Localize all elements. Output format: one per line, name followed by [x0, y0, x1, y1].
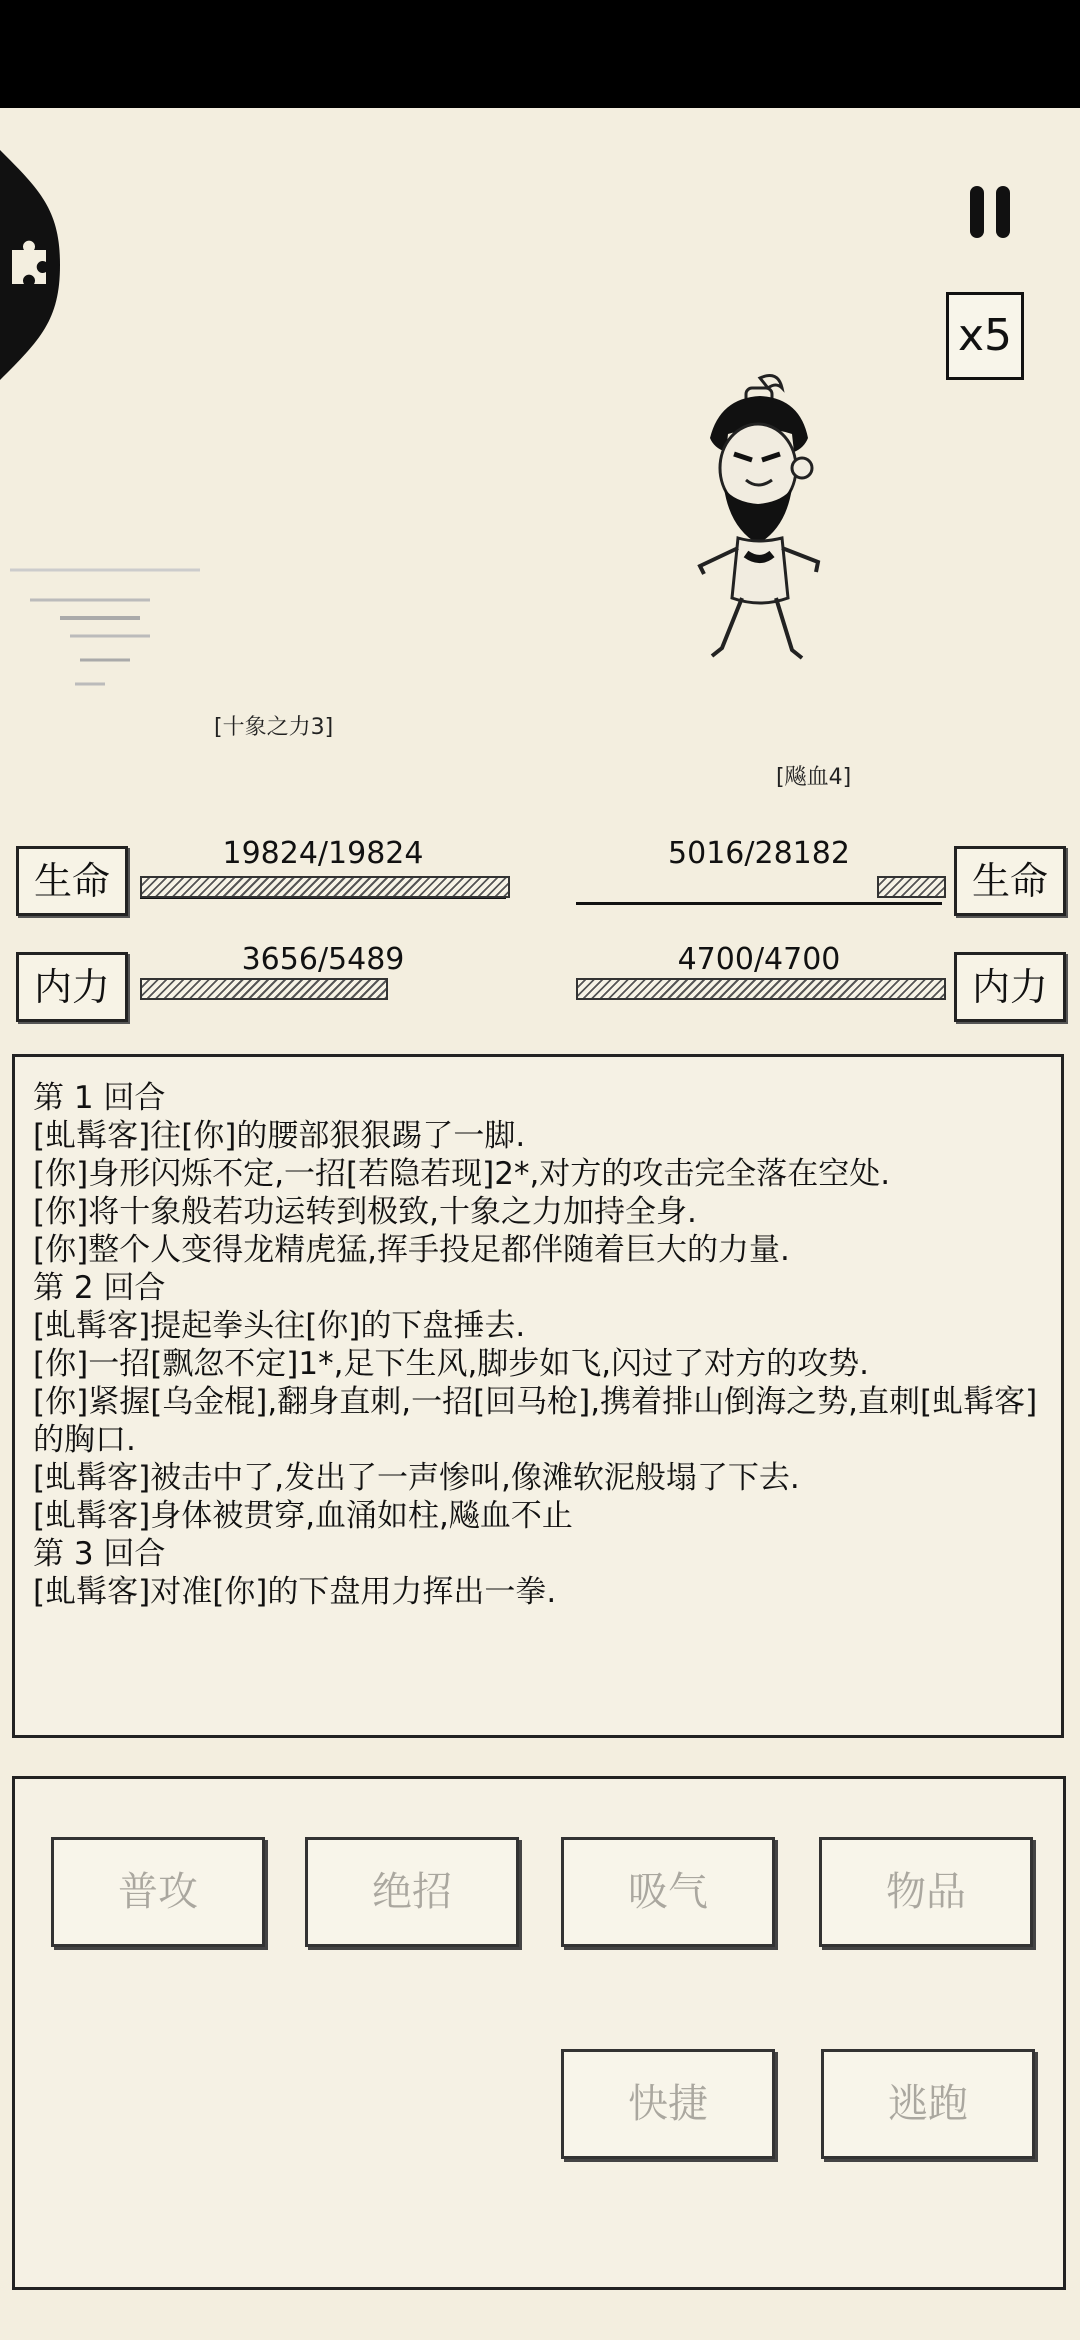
ultimate-button[interactable]: 绝招 — [305, 1837, 519, 1947]
wind-effect-icon — [10, 560, 210, 700]
player-hp-bar — [140, 876, 510, 898]
items-button[interactable]: 物品 — [819, 1837, 1033, 1947]
player-hp-value: 19824/19824 — [222, 836, 424, 871]
enemy-hp-value: 5016/28182 — [668, 836, 850, 871]
log-line: [你]整个人变得龙精虎猛,挥手投足都伴随着巨大的力量. — [33, 1232, 790, 1268]
log-line: 第 2 回合 — [33, 1270, 166, 1306]
player-mp-value: 3656/5489 — [241, 942, 405, 977]
log-line: [虬髯客]提起拳头往[你]的下盘捶去. — [33, 1308, 526, 1344]
log-line: [你]将十象般若功运转到极致,十象之力加持全身. — [33, 1194, 697, 1230]
player-mp-bar — [140, 978, 388, 1000]
log-line: [你]一招[飘忽不定]1*,足下生风,脚步如飞,闪过了对方的攻势. — [33, 1346, 870, 1382]
pause-button[interactable] — [966, 186, 1016, 242]
enemy-character-icon — [680, 368, 840, 688]
flee-button[interactable]: 逃跑 — [821, 2049, 1035, 2159]
battle-log[interactable] — [12, 1054, 1064, 1738]
log-line: 的胸口. — [33, 1422, 136, 1458]
log-line: 第 3 回合 — [33, 1536, 166, 1572]
breathe-button[interactable]: 吸气 — [561, 1837, 775, 1947]
log-line: [虬髯客]被击中了,发出了一声惨叫,像滩软泥般塌了下去. — [33, 1460, 800, 1496]
log-line: [虬髯客]身体被贯穿,血涌如柱,飚血不止 — [33, 1498, 573, 1534]
log-line: [虬髯客]对准[你]的下盘用力挥出一拳. — [33, 1574, 557, 1610]
log-line: [你]身形闪烁不定,一招[若隐若现]2*,对方的攻击完全落在空处. — [33, 1156, 891, 1192]
quick-button[interactable]: 快捷 — [561, 2049, 775, 2159]
speed-button[interactable]: x5 — [946, 292, 1024, 380]
player-hp-label: 生命 — [16, 846, 128, 916]
attack-button[interactable]: 普攻 — [51, 1837, 265, 1947]
enemy-hp-label: 生命 — [954, 846, 1066, 916]
enemy-debuff-tag: [飚血4] — [776, 765, 852, 790]
enemy-hp-track — [576, 902, 942, 905]
player-mp-label: 内力 — [16, 952, 128, 1022]
enemy-mp-value: 4700/4700 — [677, 942, 841, 977]
enemy-mp-bar — [576, 978, 946, 1000]
puzzle-icon[interactable] — [0, 150, 70, 380]
player-buff-tag: [十象之力3] — [214, 715, 334, 740]
action-panel — [12, 1776, 1066, 2290]
log-line: [虬髯客]往[你]的腰部狠狠踢了一脚. — [33, 1118, 526, 1154]
enemy-mp-label: 内力 — [954, 952, 1066, 1022]
enemy-hp-bar — [877, 876, 946, 898]
log-line: [你]紧握[乌金棍],翻身直刺,一招[回马枪],携着排山倒海之势,直刺[虬髯客] — [33, 1384, 1038, 1420]
log-line: 第 1 回合 — [33, 1080, 166, 1116]
